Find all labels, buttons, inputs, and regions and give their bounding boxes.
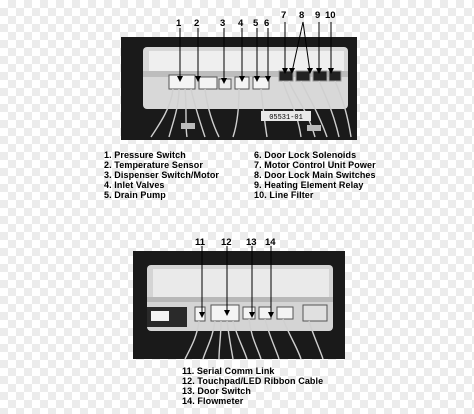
callout-8: 8 (299, 10, 305, 21)
callout-12: 12 (221, 237, 232, 248)
bottom-board-photo (133, 251, 345, 359)
legend-item-3: 3. Dispenser Switch/Motor (104, 170, 220, 180)
callout-3: 3 (220, 18, 226, 29)
board-label: 05531-01 (269, 114, 303, 122)
legend-item-9: 9. Heating Element Relay (254, 180, 364, 190)
legend-item-8: 8. Door Lock Main Switches (254, 170, 376, 180)
legend-item-5: 5. Drain Pump (104, 190, 166, 200)
legend-item-4: 4. Inlet Valves (104, 180, 165, 190)
legend-item-10: 10. Line Filter (254, 190, 314, 200)
legend-item-11: 11. Serial Comm Link (182, 366, 275, 376)
legend-item-6: 6. Door Lock Solenoids (254, 150, 357, 160)
callout-11: 11 (195, 237, 206, 248)
callout-10: 10 (325, 10, 336, 21)
legend-item-12: 12. Touchpad/LED Ribbon Cable (182, 376, 324, 386)
callout-1: 1 (176, 18, 182, 29)
callout-5: 5 (253, 18, 259, 29)
legend-item-14: 14. Flowmeter (182, 396, 244, 406)
legend-item-7: 7. Motor Control Unit Power (254, 160, 376, 170)
callout-6: 6 (264, 18, 270, 29)
top-board-illustration (121, 37, 357, 140)
bottom-board-illustration (133, 251, 345, 359)
legend-item-2: 2. Temperature Sensor (104, 160, 203, 170)
callout-7: 7 (281, 10, 287, 21)
legend-item-13: 13. Door Switch (182, 386, 252, 396)
legend-item-1: 1. Pressure Switch (104, 150, 186, 160)
callout-4: 4 (238, 18, 244, 29)
callout-9: 9 (315, 10, 321, 21)
callout-2: 2 (194, 18, 200, 29)
top-board-photo (121, 37, 357, 140)
callout-14: 14 (265, 237, 276, 248)
callout-13: 13 (246, 237, 257, 248)
